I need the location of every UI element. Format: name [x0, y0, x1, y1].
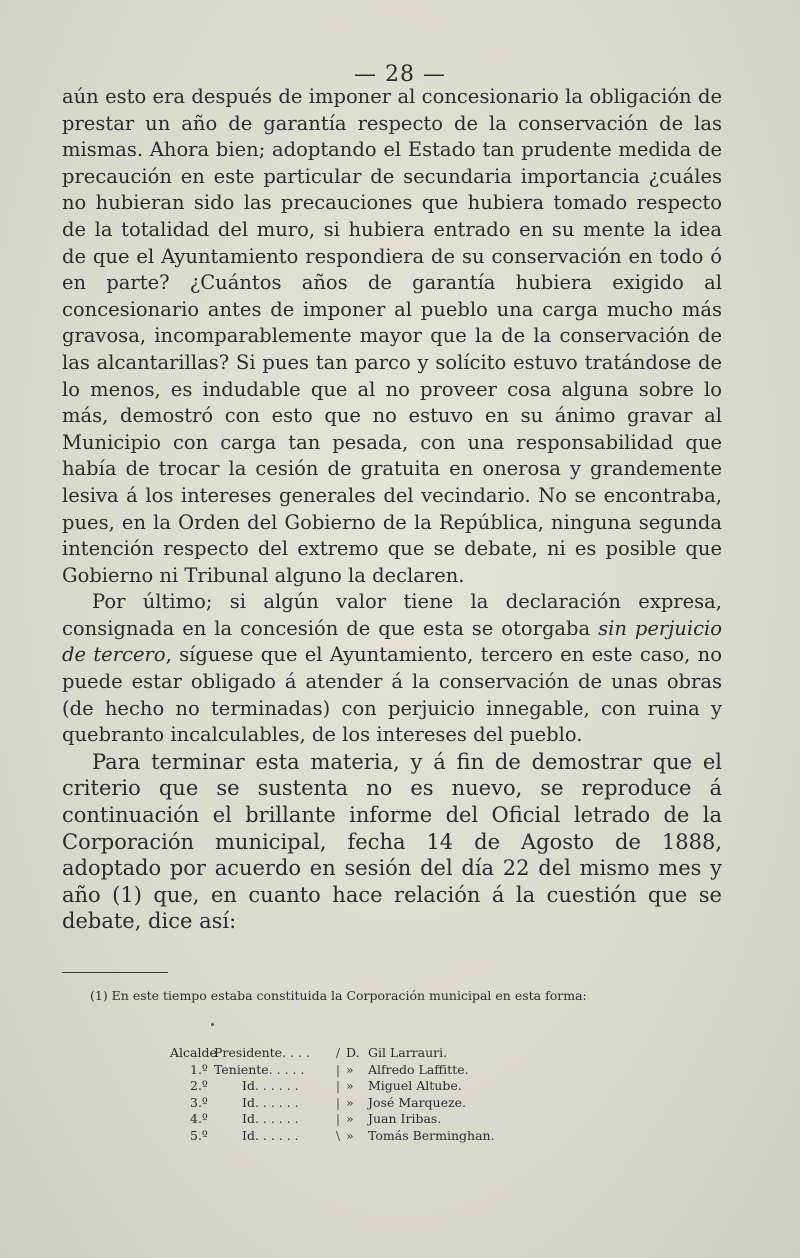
brace-mark: |: [335, 1094, 341, 1110]
paragraph-text: , síguese que el Ayuntamiento, tercero en este caso, no puede estar obligado á atender á la conservación de unas obras (de hecho no terminadas) con perjuicio innegable, con ruina y quebranto incalculables, de los intereses del pueblo.: [62, 643, 722, 747]
paragraph-text: Por último; si algún valor tiene la declaración expresa, consignada en la concesión de que esta se otorgaba: [62, 590, 722, 640]
paragraph-conclusion: [62, 589, 722, 749]
paragraph-closing: Para terminar esta materia, y á fin de demostrar que el criterio que se sustenta no es nuevo, se reproduce á continuación el brillante informe del Oficial letrado de la Corporación municipal, fecha 14 de Agosto de 1888, adoptado por acuerdo en sesión del día 22 del mismo mes y año (1) que, en cuanto hace relación á la cuestión que se debate, dice así:: [62, 749, 722, 934]
roster-ordinal: 3.º: [190, 1094, 208, 1110]
roster-name: Alfredo Laffitte.: [368, 1061, 469, 1077]
roster-title: Id. . . . . .: [242, 1094, 299, 1110]
roster-ordinal: 2.º: [190, 1078, 208, 1093]
roster-title: Id. . . . . .: [242, 1127, 299, 1143]
roster-prefix: D.: [346, 1045, 360, 1060]
roster-prefix: »: [346, 1111, 354, 1126]
roster-name: Juan Iribas.: [368, 1111, 442, 1126]
roster-office: [170, 1078, 330, 1095]
footnote-rule: [62, 972, 168, 973]
roster-office: [170, 1095, 330, 1112]
roster-prefix: »: [346, 1127, 354, 1143]
roster-row: [170, 1062, 530, 1079]
brace-mark: \: [335, 1127, 341, 1143]
roster-name: Miguel Altube.: [368, 1078, 462, 1093]
roster-row: [170, 1128, 530, 1145]
brace-mark: |: [335, 1061, 341, 1077]
roster-office: [170, 1045, 330, 1062]
roster-ordinal: 5.º: [190, 1127, 208, 1143]
roster-ordinal: Alcalde: [170, 1045, 217, 1060]
roster-row: [170, 1045, 530, 1062]
council-roster: [170, 1045, 530, 1144]
brace-mark: /: [335, 1045, 341, 1060]
body-text: [62, 84, 722, 935]
roster-name: José Marqueze.: [368, 1094, 466, 1110]
roster-name: Tomás Berminghan.: [368, 1127, 495, 1143]
roster-office: [170, 1128, 330, 1145]
paragraph-continuation: aún esto era después de imponer al concesionario la obligación de prestar un año de garantía respecto de la conservación de las mismas. Ahora bien; adoptando el Estado tan prudente medida de precaución en este particular de secundaria importancia ¿cuáles no hubieran sido las precauciones que hubiera tomado respecto de la totalidad del muro, si hubiera entrado en su mente la idea de que el Ayuntamiento respondiera de su conservación en todo ó en parte? ¿Cuántos años de garantía hubiera exigido al concesionario antes de imponer al pueblo una carga mucho más gravosa, incomparablemente mayor que la de la conservación de las alcantarillas? Si pues tan parco y solícito estuvo tratándose de lo menos, es indudable que al no proveer cosa alguna sobre lo más, demostró con esto que no estuvo en su ánimo gravar al Municipio con carga tan pesada, con una responsabilidad que había de trocar la cesión de gratuita en onerosa y grandemente lesiva á los intereses generales del vecindario. No se encontraba, pues, en la Orden del Gobierno de la República, ninguna segunda intención respecto del extremo que se debate, ni es posible que Gobierno ni Tribunal alguno la declaren.: [62, 85, 722, 587]
roster-row: [170, 1095, 530, 1112]
brace-mark: |: [335, 1111, 341, 1126]
page-number: — 28 —: [354, 62, 446, 87]
roster-prefix: »: [346, 1094, 354, 1110]
roster-prefix: »: [346, 1061, 354, 1077]
roster-title: Presidente. . . .: [214, 1045, 310, 1060]
roster-title: Teniente. . . . .: [214, 1061, 305, 1077]
italic-phrase: sin perjuicio de tercero: [62, 616, 722, 667]
roster-name: Gil Larrauri.: [368, 1045, 448, 1060]
roster-office: [170, 1062, 330, 1079]
roster-prefix: »: [346, 1078, 354, 1093]
roster-title: Id. . . . . .: [242, 1111, 299, 1126]
roster-ordinal: 1.º: [190, 1061, 208, 1077]
ink-dot: [211, 1023, 214, 1026]
brace-mark: |: [335, 1078, 341, 1093]
footnote: (1) En este tiempo estaba constituida la Corporación municipal en esta forma:: [90, 988, 587, 1003]
roster-title: Id. . . . . .: [242, 1078, 299, 1093]
roster-row: [170, 1111, 530, 1128]
roster-office: [170, 1111, 330, 1128]
roster-row: [170, 1078, 530, 1095]
roster-ordinal: 4.º: [190, 1111, 208, 1126]
